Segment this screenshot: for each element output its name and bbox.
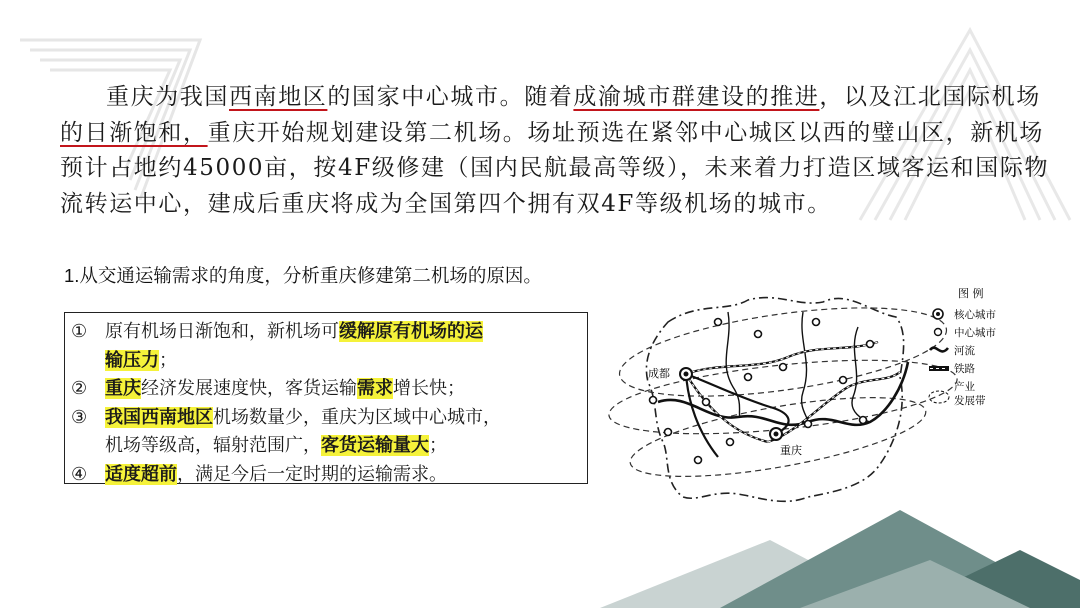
answer-box <box>64 312 588 484</box>
legend-title: 图 例 <box>958 287 984 300</box>
legend-railway: 铁路 <box>954 363 975 375</box>
region-boundary <box>646 298 903 502</box>
legend-core-city-dot <box>936 312 940 316</box>
legend-core-city: 核心城市 <box>954 309 996 321</box>
legend-center-city-icon <box>935 329 942 336</box>
highlight: 我国西南地区 <box>105 406 213 428</box>
legend-industry-2: 发展带 <box>954 395 986 407</box>
chengyu-region-map <box>608 282 1028 522</box>
underlined-southwest: 西南地区 <box>229 84 328 110</box>
answer-4: ④ 适度超前，满足今后一定时期的运输需求。 <box>71 463 447 485</box>
label-chongqing: 重庆 <box>780 444 802 457</box>
legend-industry-icon <box>929 391 949 403</box>
highlight: 客货运输量大 <box>321 435 429 456</box>
passage-text: 重庆为我国 <box>106 84 229 110</box>
legend-center-city: 中心城市 <box>954 327 996 339</box>
underlined-chengyu: 成渝城市群建设的推进 <box>573 84 820 110</box>
highlight: 重庆 <box>105 378 141 399</box>
legend-river-icon <box>930 348 948 352</box>
answer-3: ③ 我国西南地区机场数量少，重庆为区域中心城市， <box>71 406 501 428</box>
reading-passage <box>60 80 1050 222</box>
answer-3-cont: 机场等级高，辐射范围广，客货运输量大； <box>105 435 447 456</box>
industry-belt-upper <box>614 291 951 412</box>
river <box>802 312 808 422</box>
passage-text: 重庆开始规划建设第二机场。场址预选在紧邻中心城区以西的璧山区，新机场预计占地约45000亩，按4F级修建（国内民航最高等级），未来着力打造区域客运和国际物流转运中心，建成后重庆将成为全国第四个拥有双4F等级机场的城市。 <box>60 119 1050 217</box>
highlight: 缓解原有机场的运 <box>339 321 483 342</box>
railways-dash <box>686 342 900 442</box>
highlight: 适度超前 <box>105 463 177 485</box>
underlined-saturation: 的日渐饱和， <box>60 119 208 146</box>
legend-industry-1: 产业 <box>954 381 975 393</box>
passage-text: ，以及江北国际机场 <box>819 84 1041 110</box>
railways <box>686 342 900 457</box>
highlight: 输压力 <box>105 349 159 371</box>
map-legend <box>929 286 996 407</box>
passage-text: 的国家中心城市。随着 <box>327 84 574 110</box>
answer-1: ① 原有机场日渐饱和，新机场可缓解原有机场的运 <box>71 321 483 342</box>
river <box>726 312 740 417</box>
chongqing-core-dot <box>774 432 779 437</box>
legend-river: 河流 <box>954 345 975 357</box>
label-chengdu: 成都 <box>648 367 670 380</box>
center-cities <box>650 319 874 464</box>
answer-2: ② 重庆经济发展速度快，客货运输需求增长快； <box>71 378 465 399</box>
answer-1-cont: 输压力； <box>105 349 177 371</box>
highlight: 需求 <box>357 378 393 399</box>
chengdu-core-dot <box>684 372 689 377</box>
question-1: 1.从交通运输需求的角度，分析重庆修建第二机场的原因。 <box>64 265 542 286</box>
